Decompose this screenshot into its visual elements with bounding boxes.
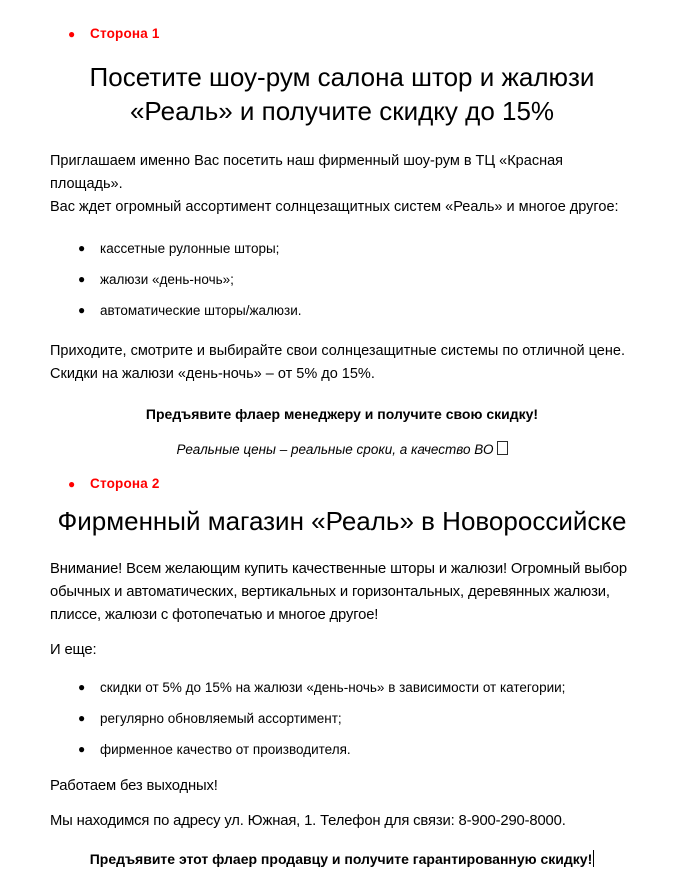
headline-side-1-line-1: Посетите шоу-рум салона штор и жалюзи bbox=[89, 62, 595, 92]
spacer-after-headline-2 bbox=[0, 538, 684, 558]
spacer-before-and-more bbox=[0, 627, 684, 639]
list-item bbox=[0, 295, 684, 326]
text-cursor-caret bbox=[593, 850, 594, 867]
section-marker-side-2 bbox=[0, 476, 684, 492]
section-marker-label-side-2: Сторона 2 bbox=[90, 476, 160, 491]
headline-side-1 bbox=[0, 60, 684, 128]
headline-side-1-line-2: «Реаль» и получите скидку до 15% bbox=[129, 96, 555, 126]
bullet-dot-icon: ● bbox=[78, 711, 86, 725]
list-item bbox=[0, 264, 684, 295]
intro-paragraph-side-1 bbox=[0, 150, 684, 219]
list-item-label: жалюзи «день-ночь»; bbox=[100, 272, 234, 287]
red-bullet-icon: ● bbox=[68, 477, 76, 491]
spacer-before-tagline bbox=[0, 424, 684, 440]
list-item bbox=[0, 233, 684, 264]
section-marker-side-1 bbox=[0, 26, 684, 42]
list-item-label: фирменное качество от производителя. bbox=[100, 742, 351, 757]
and-more-label: И еще: bbox=[50, 642, 97, 658]
top-spacer bbox=[0, 0, 684, 26]
intro-paragraph-side-2 bbox=[0, 558, 684, 627]
address-line: Мы находимся по адресу ул. Южная, 1. Телефон для связи: 8-900-290-8000. bbox=[50, 813, 566, 829]
list-item-label: регулярно обновляемый ассортимент; bbox=[100, 711, 342, 726]
intro-side-1-line-2: Вас ждет огромный ассортимент солнцезащитных систем «Реаль» и многое другое: bbox=[50, 199, 619, 215]
call-to-action-side-2[interactable] bbox=[0, 849, 684, 869]
bullet-dot-icon: ● bbox=[78, 742, 86, 756]
headline-side-2: Фирменный магазин «Реаль» в Новороссийске bbox=[57, 506, 627, 536]
list-item bbox=[0, 734, 684, 765]
bullet-dot-icon: ● bbox=[78, 241, 86, 255]
outro-side-1-line-2: Скидки на жалюзи «день-ночь» – от 5% до 15%. bbox=[50, 366, 375, 382]
red-bullet-icon: ● bbox=[68, 27, 76, 41]
call-to-action-side-1: Предъявите флаер менеджеру и получите свою скидку! bbox=[145, 406, 539, 422]
outro-paragraph-side-1 bbox=[0, 340, 684, 386]
list-item-label: кассетные рулонные шторы; bbox=[100, 241, 280, 256]
section-marker-label-side-1: Сторона 1 bbox=[90, 26, 160, 41]
intro-side-2-line-2: обычных и автоматических, вертикальных и горизонтальных, деревянных жалюзи, bbox=[50, 584, 610, 600]
spacer-before-list-1 bbox=[0, 219, 684, 233]
list-item-label: скидки от 5% до 15% на жалюзи «день-ночь» в зависимости от категории; bbox=[100, 680, 566, 695]
list-item-label: автоматические шторы/жалюзи. bbox=[100, 303, 302, 318]
bullet-dot-icon: ● bbox=[78, 303, 86, 317]
tagline-text: Реальные цены – реальные сроки, а качество ВО bbox=[176, 442, 494, 457]
working-hours-line: Работаем без выходных! bbox=[50, 778, 218, 794]
feature-list-side-1 bbox=[0, 233, 684, 326]
spacer-after-headline-1 bbox=[0, 128, 684, 150]
spacer-before-cta-1 bbox=[0, 386, 684, 404]
spacer-after-list-1 bbox=[0, 326, 684, 340]
spacer-before-cta-2 bbox=[0, 833, 684, 849]
list-item bbox=[0, 703, 684, 734]
missing-glyph-icon bbox=[497, 441, 508, 455]
list-item bbox=[0, 672, 684, 703]
call-to-action-side-2-text: Предъявите этот флаер продавцу и получите гарантированную скидку! bbox=[89, 851, 593, 867]
intro-side-2-line-3: плиссе, жалюзи с фотопечатью и многое другое! bbox=[50, 607, 379, 623]
tagline-side-1 bbox=[0, 440, 684, 460]
bullet-dot-icon: ● bbox=[78, 680, 86, 694]
spacer-after-list-2 bbox=[0, 765, 684, 775]
spacer-before-address bbox=[0, 798, 684, 810]
bullet-dot-icon: ● bbox=[78, 272, 86, 286]
spacer-before-side-2 bbox=[0, 460, 684, 476]
spacer-before-list-2 bbox=[0, 662, 684, 672]
outro-side-1-line-1: Приходите, смотрите и выбирайте свои солнцезащитные системы по отличной цене. bbox=[50, 343, 625, 359]
feature-list-side-2 bbox=[0, 672, 684, 765]
intro-side-2-line-1: Внимание! Всем желающим купить качественные шторы и жалюзи! Огромный выбор bbox=[50, 561, 627, 577]
intro-side-1-line-1: Приглашаем именно Вас посетить наш фирменный шоу-рум в ТЦ «Красная площадь». bbox=[50, 153, 563, 192]
